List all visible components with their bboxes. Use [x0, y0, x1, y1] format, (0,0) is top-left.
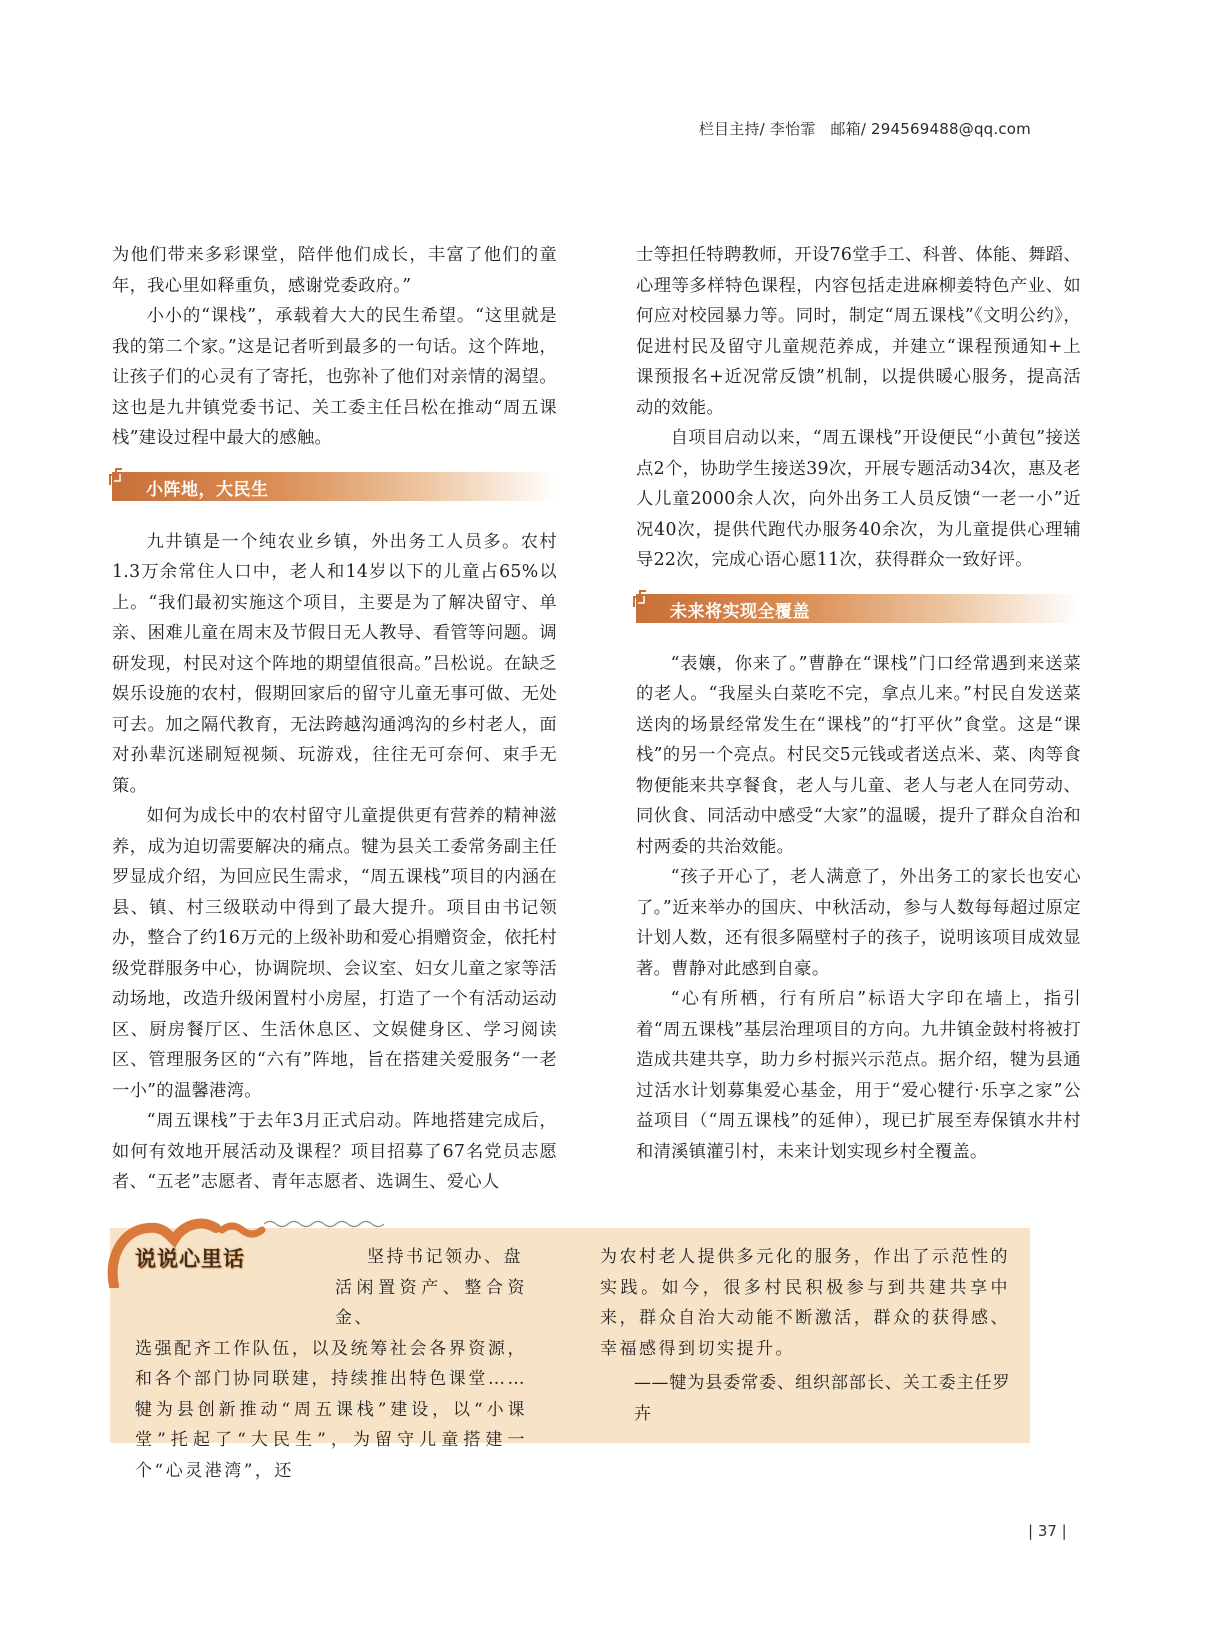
section-title: 小阵地，大民生: [146, 479, 269, 500]
quote-left-text: [135, 1242, 527, 1486]
corner-ornament-icon: [632, 587, 658, 609]
section-title: 未来将实现全覆盖: [670, 601, 810, 622]
left-column: [112, 240, 557, 1198]
quote-line: 活闲置资产、整合资金、: [335, 1277, 527, 1328]
section-heading-bar: [636, 594, 1081, 623]
quote-body: 为农村老人提供多元化的服务，作出了示范性的实践。如今，很多村民积极参与到共建共享中来，群众自治大动能不断激活，群众的获得感、幸福感得到切实提升。: [600, 1247, 1010, 1359]
quote-line: 坚持书记领办、盘: [367, 1247, 523, 1267]
paragraph: 九井镇是一个纯农业乡镇，外出务工人员多。农村1.3万余常住人口中，老人和14岁以下的儿童占65%以上。“我们最初实施这个项目，主要是为了解决留守、单亲、困难儿童在周末及节假日无人教导、看管等问题。调研发现，村民对这个阵地的期望值很高。”吕松说。在缺乏娱乐设施的农村，假期回家后的留守儿童无事可做、无处可去。加之隔代教育，无法跨越沟通鸿沟的乡村老人，面对孙辈沉迷刷短视频、玩游戏，往往无可奈何、束手无策。: [112, 531, 557, 796]
quote-title: 说说心里话: [135, 1247, 245, 1271]
paragraph: “心有所栖，行有所启”标语大字印在墙上，指引着“周五课栈”基层治理项目的方向。九井镇金鼓村将被打造成共建共享，助力乡村振兴示范点。据介绍，犍为县通过活水计划募集爱心基金，用于“爱心犍行·乐享之家”公益项目（“周五课栈”的延伸），现已扩展至寿保镇水井村和清溪镇灌引村，未来计划实现乡村全覆盖。: [636, 989, 1081, 1162]
paragraph: 如何为成长中的农村留守儿童提供更有营养的精神滋养，成为迫切需要解决的痛点。犍为县关工委常务副主任罗显成介绍，为回应民生需求，“周五课栈”项目的内涵在县、镇、村三级联动中得到了最大提升。项目由书记领办，整合了约16万元的上级补助和爱心捐赠资金，依托村级党群服务中心，协调院坝、会议室、妇女儿童之家等活动场地，改造升级闲置村小房屋，打造了一个有活动运动区、厨房餐厅区、生活休息区、文娱健身区、学习阅读区、管理服务区的“六有”阵地，旨在搭建关爱服务“一老一小”的温馨港湾。: [112, 806, 557, 1101]
column-header: [699, 118, 1031, 139]
paragraph: “表孃，你来了。”曹静在“课栈”门口经常遇到来送菜的老人。“我屋头白菜吃不完，拿点儿来。”村民自发送菜送肉的场景经常发生在“课栈”的“打平伙”食堂。这是“课栈”的另一个亮点。村民交5元钱或者送点米、菜、肉等食物便能来共享餐食，老人与儿童、老人与老人在同劳动、同伙食、同活动中感受“大家”的温暖，提升了群众自治和村两委的共治效能。: [636, 653, 1081, 857]
quote-signature: ——犍为县委常委、组织部部长、关工委主任罗卉: [634, 1373, 1010, 1424]
corner-ornament-icon: [108, 465, 134, 487]
quote-body: 选强配齐工作队伍，以及统筹社会各界资源，和各个部门协同联建，持续推出特色课堂……犍为县创新推动“周五课栈”建设，以“小课堂”托起了“大民生”，为留守儿童搭建一个“心灵港湾”，还: [135, 1338, 527, 1481]
paragraph: 士等担任特聘教师，开设76堂手工、科普、体能、舞蹈、心理等多样特色课程，内容包括走进麻柳姜特色产业、如何应对校园暴力等。同时，制定“周五课栈”《文明公约》，促进村民及留守儿童规范养成，并建立“课程预通知+上课预报名+近况常反馈”机制，以提供暖心服务，提高活动的效能。: [636, 245, 1081, 418]
paragraph: 自项目启动以来，“周五课栈”开设便民“小黄包”接送点2个，协助学生接送39次，开展专题活动34次，惠及老人儿童2000余人次，向外出务工人员反馈“一老一小”近况40次，提供代跑代办服务40余次，为儿童提供心理辅导22次，完成心语心愿11次，获得群众一致好评。: [636, 428, 1081, 570]
paragraph: 小小的“课栈”，承载着大大的民生希望。“这里就是我的第二个家。”这是记者听到最多的一句话。这个阵地，让孩子们的心灵有了寄托，也弥补了他们对亲情的渴望。这也是九井镇党委书记、关工委主任吕松在推动“周五课栈”建设过程中最大的感触。: [112, 306, 557, 448]
section-heading-bar: [112, 472, 557, 501]
column-host: 栏目主持/ 李怡霏: [698, 120, 816, 138]
paragraph: “周五课栈”于去年3月正式启动。阵地搭建完成后，如何有效地开展活动及课程？项目招募了67名党员志愿者、“五老”志愿者、青年志愿者、选调生、爱心人: [112, 1111, 557, 1192]
paragraph: 为他们带来多彩课堂，陪伴他们成长，丰富了他们的童年，我心里如释重负，感谢党委政府。”: [112, 245, 557, 296]
paragraph: “孩子开心了，老人满意了，外出务工的家长也安心了。”近来举办的国庆、中秋活动，参与人数每每超过原定计划人数，还有很多隔壁村子的孩子，说明该项目成效显著。曹静对此感到自豪。: [636, 867, 1081, 979]
quote-right-text: [600, 1242, 1010, 1429]
page-number: | 37 |: [1028, 1522, 1067, 1540]
right-column: [636, 240, 1081, 1167]
column-email: 邮箱/ 294569488@qq.com: [830, 120, 1031, 138]
